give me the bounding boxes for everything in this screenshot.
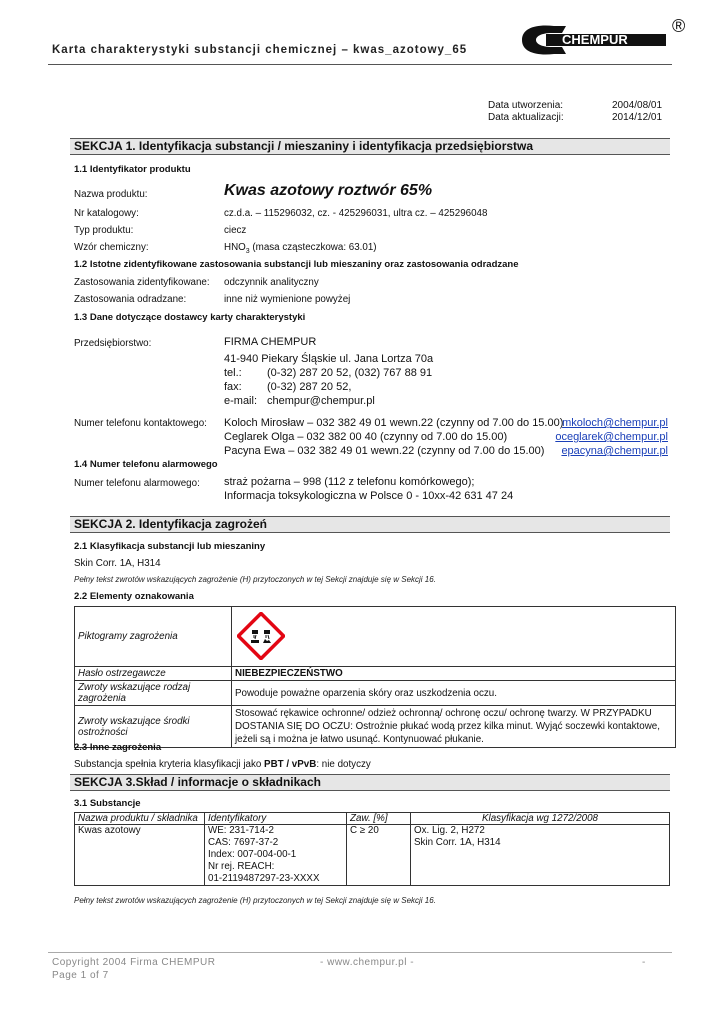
registered-mark: ® <box>672 16 686 36</box>
type-value: ciecz <box>224 225 247 236</box>
subsection-1-4: 1.4 Numer telefonu alarmowego <box>74 459 218 470</box>
alarm-label: Numer telefonu alarmowego: <box>74 478 200 489</box>
chempur-logo <box>520 16 690 58</box>
contact-label: Numer telefonu kontaktowego: <box>74 418 207 429</box>
footer-dash: - <box>642 957 646 968</box>
col-header-name: Nazwa produktu / składnika <box>75 813 205 825</box>
document-dates <box>488 100 662 124</box>
uses-label: Zastosowania zidentyfikowane: <box>74 277 210 288</box>
substance-identifiers: WE: 231-714-2 CAS: 7697-37-2 Index: 007-004-00-1 Nr rej. REACH: 01-2119487297-23-XXXX <box>205 825 347 886</box>
subsection-1-3: 1.3 Dane dotyczące dostawcy karty charakterystyki <box>74 312 306 323</box>
col-header-ids: Identyfikatory <box>205 813 347 825</box>
substance-classification: Ox. Lig. 2, H272 Skin Corr. 1A, H314 <box>411 825 670 886</box>
hazard-statement-label: Zwroty wskazujące rodzaj zagrożenia <box>75 681 232 706</box>
created-label: Data utworzenia: <box>488 100 564 111</box>
catalog-label: Nr katalogowy: <box>74 208 139 219</box>
updated-value: 2014/12/01 <box>612 112 663 123</box>
company-tel-label: tel.: <box>224 367 242 379</box>
alarm-line-2: Informacja toksykologiczna w Polsce 0 - 10xx-42 631 47 24 <box>224 490 514 502</box>
footer-page-number: Page 1 of 7 <box>52 970 109 981</box>
section-1-title: SEKCJA 1. Identyfikacja substancji / mieszaniny i identyfikacja przedsiębiorstwa <box>70 138 670 155</box>
subsection-1-1: 1.1 Identyfikator produktu <box>74 164 191 175</box>
company-tel: (0-32) 287 20 52, (032) 767 88 91 <box>267 367 433 379</box>
other-hazards: Substancja spełnia kryteria klasyfikacji jako PBT / vPvB: nie dotyczy <box>74 759 371 770</box>
table-row <box>75 825 670 886</box>
precaution-label: Zwroty wskazujące środki ostrożności <box>75 706 232 748</box>
discouraged-value: inne niż wymienione powyżej <box>224 294 351 305</box>
contact-line: Pacyna Ewa – 032 382 49 01 wewn.22 (czynny od 7.00 do 15.00) <box>224 445 545 457</box>
subsection-2-3: 2.3 Inne zagrożenia <box>74 742 162 753</box>
company-email[interactable]: chempur@chempur.pl <box>267 395 375 407</box>
discouraged-label: Zastosowania odradzane: <box>74 294 187 305</box>
contact-line: Ceglarek Olga – 032 382 00 40 (czynny od 7.00 do 15.00) <box>224 431 508 443</box>
updated-label: Data aktualizacji: <box>488 112 564 123</box>
footer-divider <box>48 952 672 953</box>
formula-value: $HNO_3$ (masa cząsteczkowa: 63.01) <box>224 242 377 255</box>
created-value: 2004/08/01 <box>612 100 663 111</box>
company-address: 41-940 Piekary Śląskie ul. Jana Lortza 70a <box>224 353 434 365</box>
signal-word-value: NIEBEZPIECZEŃSTWO <box>232 667 676 681</box>
company-fax: (0-32) 287 20 52, <box>267 381 352 393</box>
product-name-label: Nazwa produktu: <box>74 189 148 200</box>
contact-email-link[interactable]: epacyna@chempur.pl <box>561 445 668 457</box>
type-label: Typ produktu: <box>74 225 134 236</box>
footer-website[interactable]: - www.chempur.pl - <box>320 957 415 968</box>
col-header-classification: Klasyfikacja wg 1272/2008 <box>411 813 670 825</box>
subsection-1-2: 1.2 Istotne zidentyfikowane zastosowania substancji lub mieszaniny oraz zastosowania odradzane <box>74 259 519 270</box>
product-name: Kwas azotowy roztwór 65% <box>224 182 433 199</box>
logo-text: CHEMPUR <box>562 32 628 47</box>
signal-word-label: Hasło ostrzegawcze <box>75 667 232 681</box>
header-divider <box>48 64 672 65</box>
composition-table <box>74 812 670 886</box>
classification-value: Skin Corr. 1A, H314 <box>74 558 161 569</box>
subsection-3-1: 3.1 Substancje <box>74 798 141 809</box>
company-label: Przedsiębiorstwo: <box>74 338 152 349</box>
alarm-line-1: straż pożarna – 998 (112 z telefonu komórkowego); <box>224 476 475 488</box>
uses-value: odczynnik analityczny <box>224 277 319 288</box>
formula-label: Wzór chemiczny: <box>74 242 149 253</box>
company-fax-label: fax: <box>224 381 242 393</box>
contact-email-link[interactable]: oceglarek@chempur.pl <box>555 431 668 443</box>
precaution-value: Stosować rękawice ochronne/ odzież ochronną/ ochronę oczu/ ochronę twarzy. W PRZYPADKU DOSTANIA SIĘ DO OCZU: Ostrożnie płukać wodą przez kilka minut. Wyjąć soczewki kontaktowe, jeżeli są i można je łatwo usunąć. Kontynuować płukanie. <box>232 706 676 748</box>
pictogram-cell <box>232 607 676 667</box>
document-title: Karta charakterystyki substancji chemicznej – kwas_azotowy_65 <box>52 44 468 56</box>
subsection-2-1: 2.1 Klasyfikacja substancji lub mieszaniny <box>74 541 266 552</box>
section-2-title: SEKCJA 2. Identyfikacja zagrożeń <box>70 516 670 533</box>
substance-name: Kwas azotowy <box>75 825 205 886</box>
substance-content: C ≥ 20 <box>347 825 411 886</box>
col-header-content: Zaw. [%] <box>347 813 411 825</box>
subsection-2-2: 2.2 Elementy oznakowania <box>74 591 194 602</box>
ghs05-corrosion-icon <box>237 612 285 663</box>
company-name: FIRMA CHEMPUR <box>224 336 317 348</box>
labelling-table <box>74 606 676 748</box>
hazard-statement-value: Powoduje poważne oparzenia skóry oraz uszkodzenia oczu. <box>232 681 676 706</box>
contact-email-link[interactable]: mkoloch@chempur.pl <box>562 417 668 429</box>
section-3-title: SEKCJA 3.Skład / informacje o składnikach <box>70 774 670 791</box>
company-email-label: e-mail: <box>224 395 258 407</box>
pictogram-label: Piktogramy zagrożenia <box>75 607 232 667</box>
footer-copyright: Copyright 2004 Firma CHEMPUR <box>52 957 216 968</box>
catalog-value: cz.d.a. – 115296032, cz. - 425296031, ultra cz. – 425296048 <box>224 208 488 219</box>
composition-note: Pełny tekst zwrotów wskazujących zagrożenie (H) przytoczonych w tej Sekcji znajduje się w Sekcji 16. <box>74 896 436 905</box>
h-statement-note: Pełny tekst zwrotów wskazujących zagrożenie (H) przytoczonych w tej Sekcji znajduje się w Sekcji 16. <box>74 575 436 584</box>
contact-line: Koloch Mirosław – 032 382 49 01 wewn.22 (czynny od 7.00 do 15.00) <box>224 417 564 429</box>
